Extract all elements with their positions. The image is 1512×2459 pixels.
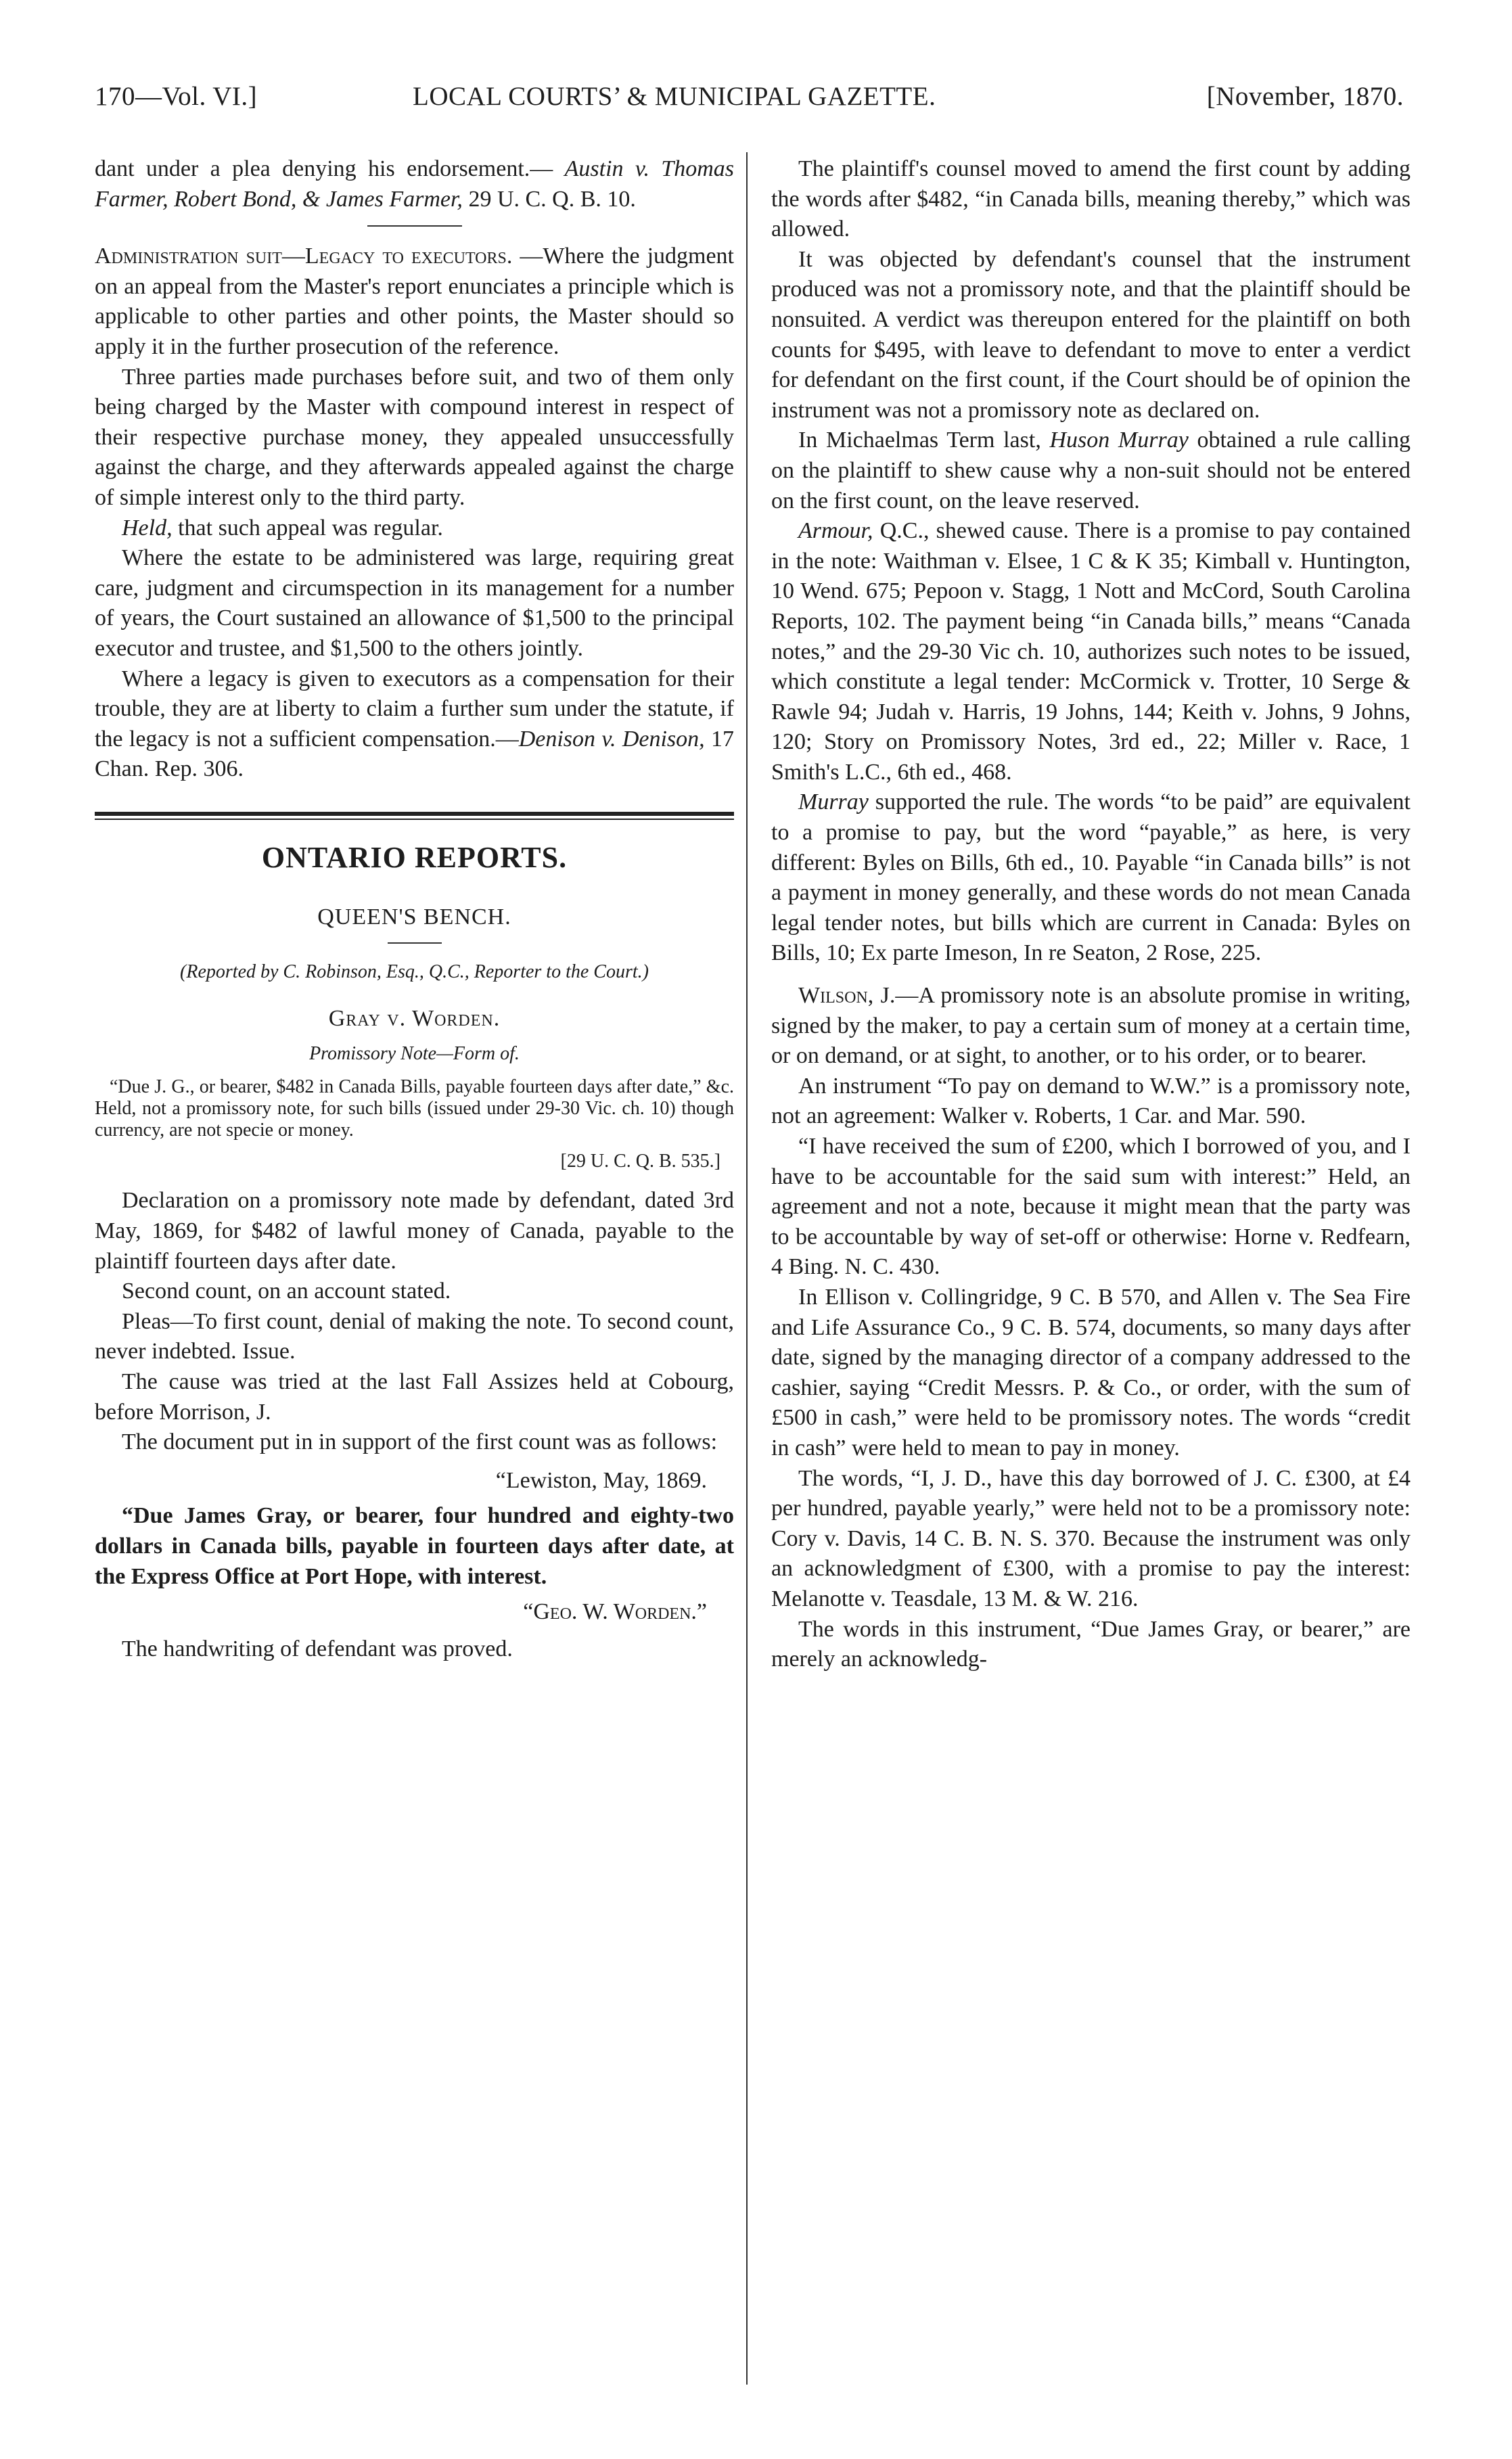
held-paragraph	[95, 513, 734, 544]
legacy-ref: 17 Chan. Rep. 306.	[95, 726, 734, 782]
amend-paragraph: The plaintiff's counsel moved to amend the first count by adding the words after $482, “in Canada bills, meaning thereby,” which was allowed.	[771, 156, 1411, 242]
austin-paragraph	[95, 154, 734, 214]
headnote: “Due J. G., or bearer, $482 in Canada Bills, payable fourteen days after date,” &c. Held, not a promissory note, for such bills (issued under 29-30 Vic. ch. 10) though currency, are not specie or money.	[95, 1076, 734, 1141]
administration-paragraph	[95, 242, 734, 362]
section-title: ONTARIO REPORTS.	[261, 840, 568, 874]
note-text: “Due James Gray, or bearer, four hundred and eighty-two dollars in Canada bills, payable in fourteen days after date, at the Express Office at Port Hope, with interest.	[95, 1503, 734, 1589]
administration-heading: Administration suit—Legacy to executors.	[95, 244, 513, 269]
instrument-paragraph: An instrument “To pay on demand to W.W.” is a promissory note, not an agreement: Walker v. Roberts, 1 Car. and Mar. 590.	[771, 1073, 1411, 1129]
handwriting-paragraph: The handwriting of defendant was proved.	[122, 1636, 513, 1661]
wilson-name: Wilson, J.	[798, 983, 896, 1009]
legacy-text: Where a legacy is given to executors as a compensation for their trouble, they are at liberty to claim a further sum under the statute, if the legacy is not a sufficient compensation.—	[95, 666, 734, 752]
case-citation: [29 U. C. Q. B. 535.]	[560, 1150, 720, 1172]
reporter-line: (Reported by C. Robinson, Esq., Q.C., Reporter to the Court.)	[180, 961, 649, 983]
armour-name: Armour,	[798, 518, 873, 544]
three-parties-paragraph: Three parties made purchases before suit, and two of them only being charged by the Master with compound interest in respect of their respective purchase money, they appealed unsuccessfully against the charge, and they afterwards appealed against the charge of simple interest only to the third party.	[95, 364, 734, 510]
michaelmas-text: In Michaelmas Term last,	[798, 428, 1050, 453]
second-count-paragraph: Second count, on an account stated.	[122, 1279, 451, 1304]
court-title: QUEEN'S BENCH.	[317, 904, 511, 930]
estate-paragraph: Where the estate to be administered was large, requiring great care, judgment and circumspection in its management for a number of years, the Court sustained an allowance of $1,500 to the principal executor and trustee, and $1,500 to the others jointly.	[95, 545, 734, 661]
spacer	[771, 969, 1411, 981]
document-paragraph: The document put in in support of the first count was as follows:	[122, 1429, 718, 1455]
left-column	[95, 154, 734, 1664]
austin-text: dant under a plea denying his endorsement.—	[95, 156, 553, 181]
armour-paragraph	[771, 516, 1411, 787]
murray-paragraph	[771, 787, 1411, 969]
murray-text: supported the rule. The words “to be paid” are equivalent to a promise to pay, but the word “payable,” as here, is very different: Byles on Bills, 6th ed., 10. Payable “in Canada bills” is not a payment in money generally, and these words do not mean Canada legal tender notes, but bills which are current in Canada: Byles on Bills, 10; Ex parte Imeson, In re Seaton, 2 Rose, 225.	[771, 789, 1411, 966]
wilson-text: —A promissory note is an absolute promise in writing, signed by the maker, to pay a certain sum of money at a certain time, or on demand, or at sight, to another, or to his order, or to bearer.	[771, 983, 1411, 1069]
michaelmas-rest: obtained a rule calling on the plaintiff to shew cause why a non-suit should not be entered on the first count, on the leave reserved.	[771, 428, 1411, 513]
received-paragraph: “I have received the sum of £200, which I borrowed of you, and I have to be accountable for the said sum with interest:” Held, an agreement and not a note, because it might mean that the party was to be accountable by way of set-off or otherwise: Horne v. Redfearn, 4 Bing. N. C. 430.	[771, 1134, 1411, 1280]
legacy-cite: Denison v. Denison,	[518, 726, 705, 752]
administration-text: —Where the judgment on an appeal from the Master's report enunciates a principle which is applicable to other parties and other points, the Master should so apply it in the further prosecution of the reference.	[95, 244, 735, 359]
ellison-paragraph: In Ellison v. Collingridge, 9 C. B 570, and Allen v. The Sea Fire and Life Assurance Co., 9 C. B. 574, documents, so many days after date, signed by the managing director of a company addressed to the cashier, saying “Credit Messrs. P. & Co., or order, with the sum of £500 in cash,” were held to be promissory notes. The words “credit in cash” were held to mean to pay in money.	[771, 1284, 1411, 1461]
issue-date: [November, 1870.	[1206, 82, 1404, 111]
armour-text: Q.C., shewed cause. There is a promise to pay contained in the note: Waithman v. Elsee, 1 C & K 35; Kimball v. Huntington, 10 Wend. 675; Pepoon v. Stagg, 1 Nott and McCord, South Carolina Reports, 102. The payment being “in Canada bills,” means “Canada notes,” and the 29-30 Vic ch. 10, authorizes such notes to be issued, which constitute a legal tender: McCormick v. Trotter, 10 Serge & Rawle 94; Judah v. Harris, 19 Johns, 144; Keith v. Johns, 9 Johns, 120; Story on Promissory Notes, 3rd ed., 22; Miller v. Race, 1 Smith's L.C., 6th ed., 468.	[771, 518, 1411, 785]
section-divider	[95, 812, 734, 820]
wilson-paragraph	[771, 981, 1411, 1072]
case-subject: Promissory Note—Form of.	[309, 1043, 520, 1065]
tried-paragraph: The cause was tried at the last Fall Assizes held at Cobourg, before Morrison, J.	[95, 1369, 734, 1425]
page-volume: 170—Vol. VI.]	[95, 82, 258, 111]
austin-cite: Austin v. Thomas Farmer, Robert Bond, & James Farmer,	[95, 156, 734, 212]
held-rest: that such appeal was regular.	[172, 515, 443, 541]
divider	[388, 942, 442, 944]
held-word: Held,	[122, 515, 173, 541]
michaelmas-paragraph	[771, 426, 1411, 516]
borrowed-paragraph: The words, “I, J. D., have this day borrowed of J. C. £300, at £4 per hundred, payable yearly,” were held not to be a promissory note: Cory v. Davis, 14 C. B. N. S. 370. Because the instrument was only an acknowledgment of £300, with a promise to pay the interest: Melanotte v. Teasdale, 13 M. & W. 216.	[771, 1465, 1411, 1611]
signature-line: “Geo. W. Worden.”	[523, 1599, 707, 1625]
objected-paragraph: It was objected by defendant's counsel that the instrument produced was not a promissory note, and that the plaintiff should be nonsuited. A verdict was thereupon entered for the plaintiff on both counts for $495, with leave to defendant to move to enter a verdict for defendant on the first count, if the Court should be of opinion the instrument was not a promissory note as declared on.	[771, 246, 1411, 423]
column-divider	[746, 152, 748, 2385]
divider	[367, 225, 462, 227]
murray-name: Murray	[798, 789, 869, 815]
legacy-paragraph	[95, 664, 734, 785]
last-paragraph: The words in this instrument, “Due James Gray, or bearer,” are merely an acknowledg-	[771, 1616, 1411, 1672]
murray-name: Huson Murray	[1049, 428, 1189, 453]
pleas-paragraph: Pleas—To first count, denial of making the note. To second count, never indebted. Issue.	[95, 1308, 734, 1364]
lewiston-line: “Lewiston, May, 1869.	[495, 1467, 707, 1493]
right-column	[771, 154, 1411, 1675]
case-name: Gray v. Worden.	[328, 1005, 501, 1031]
declaration-paragraph: Declaration on a promissory note made by defendant, dated 3rd May, 1869, for $482 of lawful money of Canada, payable to the plaintiff fourteen days after date.	[95, 1188, 734, 1274]
austin-ref: 29 U. C. Q. B. 10.	[462, 186, 636, 212]
running-header	[95, 81, 1404, 135]
journal-title: LOCAL COURTS’ & MUNICIPAL GAZETTE.	[413, 82, 936, 111]
